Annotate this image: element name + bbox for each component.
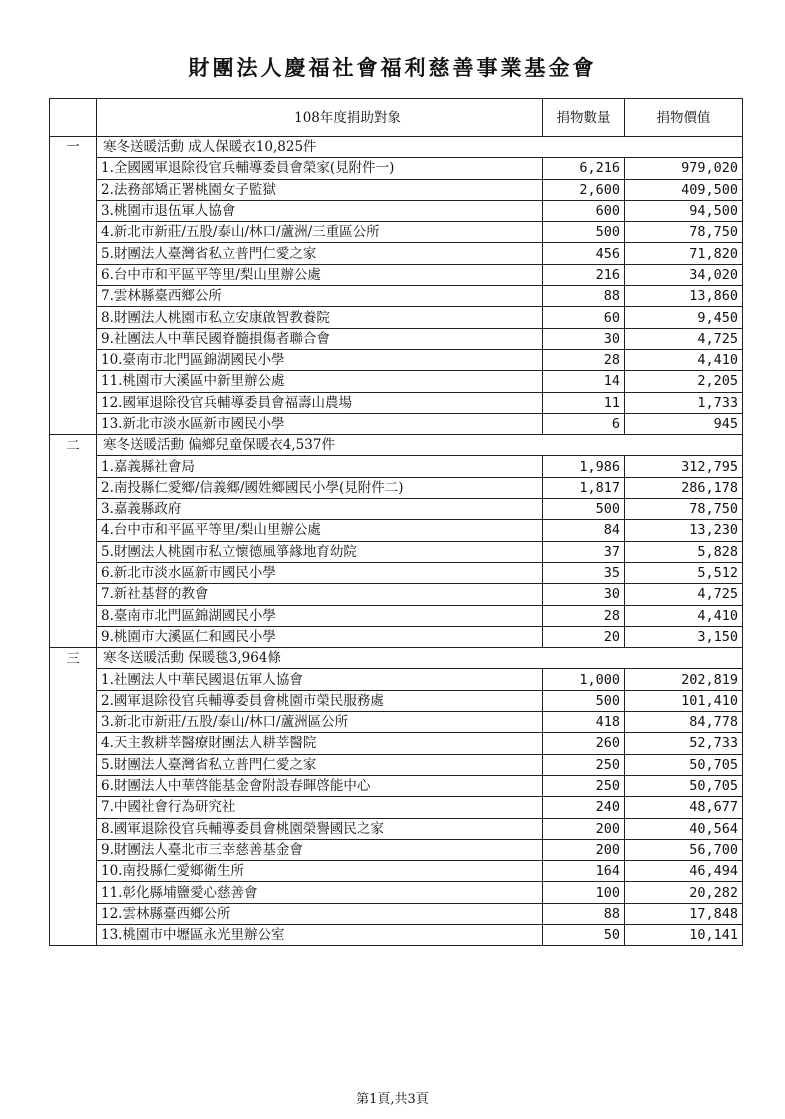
recipient-name: 6.台中市和平區平等里/梨山里辦公處: [97, 264, 543, 285]
donation-value: 101,410: [625, 690, 743, 711]
donation-quantity: 60: [543, 307, 625, 328]
table-row: [50, 775, 743, 796]
donation-quantity: 418: [543, 712, 625, 733]
recipient-name: 5.財團法人桃園市私立懷德風箏緣地育幼院: [97, 541, 543, 562]
recipient-name: 1.嘉義縣社會局: [97, 456, 543, 477]
row-index-cell: [50, 882, 97, 903]
recipient-name: 4.天主教耕莘醫療財團法人耕莘醫院: [97, 733, 543, 754]
table-row: [50, 499, 743, 520]
table-row: [50, 456, 743, 477]
table-row: [50, 839, 743, 860]
row-index-cell: [50, 754, 97, 775]
row-index-cell: [50, 839, 97, 860]
table-row: [50, 882, 743, 903]
recipient-name: 8.國軍退除役官兵輔導委員會桃園榮譽國民之家: [97, 818, 543, 839]
table-row: [50, 222, 743, 243]
row-index-cell: [50, 562, 97, 583]
recipient-name: 2.法務部矯正署桃園女子監獄: [97, 179, 543, 200]
donation-value: 52,733: [625, 733, 743, 754]
donation-quantity: 1,000: [543, 669, 625, 690]
donation-quantity: 28: [543, 349, 625, 370]
donation-value: 5,828: [625, 541, 743, 562]
table-row: [50, 797, 743, 818]
donation-quantity: 216: [543, 264, 625, 285]
table-row: [50, 690, 743, 711]
recipient-name: 7.中國社會行為研究社: [97, 797, 543, 818]
donation-value: 34,020: [625, 264, 743, 285]
donation-value: 4,725: [625, 328, 743, 349]
donation-quantity: 11: [543, 392, 625, 413]
section-row: [50, 435, 743, 456]
recipient-name: 10.南投縣仁愛鄉衛生所: [97, 861, 543, 882]
row-index-cell: [50, 286, 97, 307]
recipient-name: 6.財團法人中華啓能基金會附設春暉啓能中心: [97, 775, 543, 796]
donation-value: 409,500: [625, 179, 743, 200]
table-row: [50, 243, 743, 264]
donation-quantity: 30: [543, 328, 625, 349]
header-quantity: 捐物數量: [543, 99, 625, 137]
recipient-name: 2.國軍退除役官兵輔導委員會桃園市榮民服務處: [97, 690, 543, 711]
row-index-cell: [50, 626, 97, 647]
donation-quantity: 37: [543, 541, 625, 562]
recipient-name: 12.雲林縣臺西鄉公所: [97, 903, 543, 924]
recipient-name: 9.桃園市大溪區仁和國民小學: [97, 626, 543, 647]
recipient-name: 9.社團法人中華民國脊髓損傷者聯合會: [97, 328, 543, 349]
donation-quantity: 88: [543, 286, 625, 307]
table-row: [50, 392, 743, 413]
section-title: 寒冬送暖活動 保暖毯3,964條: [97, 648, 743, 669]
row-index-cell: [50, 690, 97, 711]
donation-quantity: 260: [543, 733, 625, 754]
recipient-name: 10.臺南市北門區錦湖國民小學: [97, 349, 543, 370]
donation-value: 10,141: [625, 924, 743, 945]
row-index-cell: [50, 499, 97, 520]
table-row: [50, 158, 743, 179]
donation-quantity: 250: [543, 775, 625, 796]
donation-value: 4,410: [625, 349, 743, 370]
donation-quantity: 250: [543, 754, 625, 775]
row-index-cell: [50, 712, 97, 733]
row-index-cell: [50, 818, 97, 839]
table-row: [50, 861, 743, 882]
row-index-cell: [50, 520, 97, 541]
donation-quantity: 35: [543, 562, 625, 583]
recipient-name: 8.臺南市北門區錦湖國民小學: [97, 605, 543, 626]
donation-value: 40,564: [625, 818, 743, 839]
donation-value: 4,725: [625, 584, 743, 605]
table-row: [50, 307, 743, 328]
donation-value: 71,820: [625, 243, 743, 264]
recipient-name: 9.財團法人臺北市三幸慈善基金會: [97, 839, 543, 860]
donation-quantity: 14: [543, 371, 625, 392]
recipient-name: 11.彰化縣埔鹽愛心慈善會: [97, 882, 543, 903]
donation-table-body: [50, 99, 743, 946]
table-row: [50, 371, 743, 392]
donation-quantity: 84: [543, 520, 625, 541]
recipient-name: 1.社團法人中華民國退伍軍人協會: [97, 669, 543, 690]
donation-quantity: 6,216: [543, 158, 625, 179]
donation-value: 78,750: [625, 499, 743, 520]
table-row: [50, 264, 743, 285]
donation-quantity: 240: [543, 797, 625, 818]
donation-value: 84,778: [625, 712, 743, 733]
donation-quantity: 600: [543, 200, 625, 221]
table-row: [50, 605, 743, 626]
table-row: [50, 541, 743, 562]
donation-value: 312,795: [625, 456, 743, 477]
donation-value: 56,700: [625, 839, 743, 860]
recipient-name: 12.國軍退除役官兵輔導委員會福壽山農場: [97, 392, 543, 413]
table-row: [50, 818, 743, 839]
donation-quantity: 1,817: [543, 477, 625, 498]
section-number: 二: [50, 435, 97, 456]
section-number: 一: [50, 137, 97, 158]
row-index-cell: [50, 775, 97, 796]
section-row: [50, 648, 743, 669]
section-title: 寒冬送暖活動 偏鄉兒童保暖衣4,537件: [97, 435, 743, 456]
recipient-name: 3.桃園市退伍軍人協會: [97, 200, 543, 221]
recipient-name: 7.雲林縣臺西鄉公所: [97, 286, 543, 307]
row-index-cell: [50, 669, 97, 690]
donation-quantity: 200: [543, 818, 625, 839]
donation-quantity: 50: [543, 924, 625, 945]
recipient-name: 1.全國國軍退除役官兵輔導委員會榮家(見附件一): [97, 158, 543, 179]
recipient-name: 13.新北市淡水區新市國民小學: [97, 413, 543, 434]
document-title: 財團法人慶福社會福利慈善事業基金會: [188, 55, 597, 80]
section-row: [50, 137, 743, 158]
donation-value: 286,178: [625, 477, 743, 498]
table-row: [50, 349, 743, 370]
section-title: 寒冬送暖活動 成人保暖衣10,825件: [97, 137, 743, 158]
table-row: [50, 520, 743, 541]
row-index-cell: [50, 605, 97, 626]
recipient-name: 7.新社基督的教會: [97, 584, 543, 605]
table-row: [50, 626, 743, 647]
table-row: [50, 328, 743, 349]
donation-value: 9,450: [625, 307, 743, 328]
recipient-name: 4.台中市和平區平等里/梨山里辦公處: [97, 520, 543, 541]
donation-quantity: 456: [543, 243, 625, 264]
table-row: [50, 286, 743, 307]
recipient-name: 4.新北市新莊/五股/泰山/林口/蘆洲/三重區公所: [97, 222, 543, 243]
table-row: [50, 733, 743, 754]
table-row: [50, 754, 743, 775]
row-index-cell: [50, 861, 97, 882]
donation-value: 50,705: [625, 775, 743, 796]
row-index-cell: [50, 541, 97, 562]
row-index-cell: [50, 392, 97, 413]
row-index-cell: [50, 179, 97, 200]
donation-quantity: 2,600: [543, 179, 625, 200]
row-index-cell: [50, 924, 97, 945]
table-row: [50, 924, 743, 945]
donation-value: 78,750: [625, 222, 743, 243]
row-index-cell: [50, 797, 97, 818]
row-index-cell: [50, 903, 97, 924]
donation-value: 4,410: [625, 605, 743, 626]
page-footer: 第1頁,共3頁: [356, 1092, 429, 1107]
donation-value: 20,282: [625, 882, 743, 903]
row-index-cell: [50, 456, 97, 477]
donation-quantity: 500: [543, 499, 625, 520]
donation-quantity: 20: [543, 626, 625, 647]
donation-value: 13,230: [625, 520, 743, 541]
row-index-cell: [50, 158, 97, 179]
table-row: [50, 562, 743, 583]
row-index-cell: [50, 200, 97, 221]
row-index-cell: [50, 413, 97, 434]
recipient-name: 6.新北市淡水區新市國民小學: [97, 562, 543, 583]
recipient-name: 5.財團法人臺灣省私立普門仁愛之家: [97, 754, 543, 775]
donation-value: 945: [625, 413, 743, 434]
recipient-name: 2.南投縣仁愛鄉/信義鄉/國姓鄉國民小學(見附件二): [97, 477, 543, 498]
donation-quantity: 6: [543, 413, 625, 434]
donation-value: 46,494: [625, 861, 743, 882]
recipient-name: 11.桃園市大溪區中新里辦公處: [97, 371, 543, 392]
section-number: 三: [50, 648, 97, 669]
row-index-cell: [50, 477, 97, 498]
recipient-name: 8.財團法人桃園市私立安康啟智教養院: [97, 307, 543, 328]
header-item: 108年度捐助對象: [97, 99, 543, 137]
table-header-row: [50, 99, 743, 137]
table-row: [50, 477, 743, 498]
table-row: [50, 584, 743, 605]
header-value: 捐物價值: [625, 99, 743, 137]
donation-value: 2,205: [625, 371, 743, 392]
donation-quantity: 28: [543, 605, 625, 626]
donation-quantity: 100: [543, 882, 625, 903]
donation-quantity: 1,986: [543, 456, 625, 477]
donation-value: 3,150: [625, 626, 743, 647]
row-index-cell: [50, 243, 97, 264]
row-index-cell: [50, 584, 97, 605]
donation-value: 50,705: [625, 754, 743, 775]
row-index-cell: [50, 328, 97, 349]
recipient-name: 3.新北市新莊/五股/泰山/林口/蘆洲區公所: [97, 712, 543, 733]
table-row: [50, 413, 743, 434]
donation-quantity: 164: [543, 861, 625, 882]
table-row: [50, 712, 743, 733]
header-index-cell: [50, 99, 97, 137]
donation-value: 1,733: [625, 392, 743, 413]
donation-value: 94,500: [625, 200, 743, 221]
donation-quantity: 500: [543, 222, 625, 243]
row-index-cell: [50, 307, 97, 328]
row-index-cell: [50, 264, 97, 285]
donation-table: [49, 98, 743, 946]
donation-value: 17,848: [625, 903, 743, 924]
row-index-cell: [50, 371, 97, 392]
table-row: [50, 669, 743, 690]
donation-value: 48,677: [625, 797, 743, 818]
recipient-name: 13.桃園市中壢區永光里辦公室: [97, 924, 543, 945]
donation-value: 13,860: [625, 286, 743, 307]
table-row: [50, 200, 743, 221]
donation-value: 202,819: [625, 669, 743, 690]
table-row: [50, 179, 743, 200]
donation-quantity: 30: [543, 584, 625, 605]
row-index-cell: [50, 349, 97, 370]
recipient-name: 3.嘉義縣政府: [97, 499, 543, 520]
row-index-cell: [50, 222, 97, 243]
table-row: [50, 903, 743, 924]
recipient-name: 5.財團法人臺灣省私立普門仁愛之家: [97, 243, 543, 264]
donation-value: 5,512: [625, 562, 743, 583]
row-index-cell: [50, 733, 97, 754]
donation-quantity: 500: [543, 690, 625, 711]
donation-value: 979,020: [625, 158, 743, 179]
donation-quantity: 200: [543, 839, 625, 860]
donation-quantity: 88: [543, 903, 625, 924]
